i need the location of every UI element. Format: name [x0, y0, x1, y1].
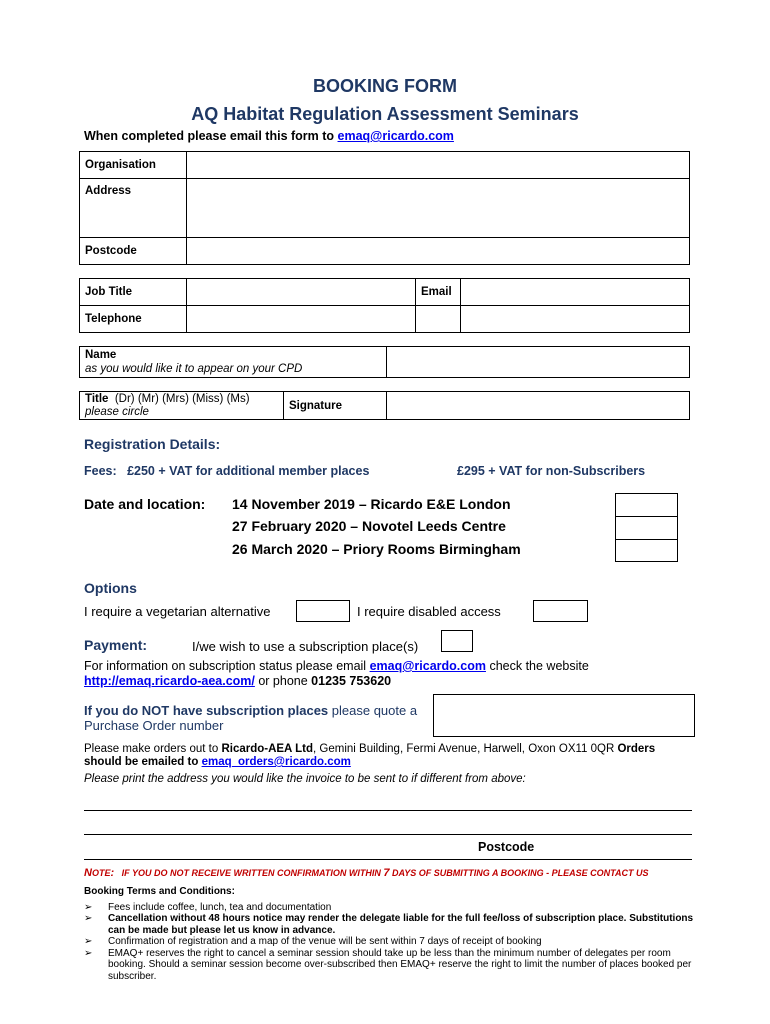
organisation-label: Organisation: [80, 152, 187, 179]
address-label: Address: [80, 179, 187, 238]
postcode-field[interactable]: [187, 238, 690, 265]
job-title-field[interactable]: [187, 279, 416, 306]
instruction-email-link[interactable]: emaq@ricardo.com: [337, 129, 454, 143]
subscription-checkbox[interactable]: [441, 630, 473, 652]
notice-ote: OTE: [91, 868, 111, 878]
title-options[interactable]: (Dr) (Mr) (Mrs) (Miss) (Ms): [114, 392, 250, 405]
date-checkbox-leeds[interactable]: [615, 516, 678, 540]
orders-email-link[interactable]: emaq_orders@ricardo.com: [201, 756, 351, 768]
title-label: Title: [85, 392, 109, 405]
subscription-label: I/we wish to use a subscription place(s): [192, 639, 419, 654]
organisation-table: [79, 151, 690, 265]
purchase-order-field[interactable]: [433, 694, 695, 737]
vegetarian-label: I require a vegetarian alternative: [84, 604, 271, 619]
date-checkbox-london[interactable]: [615, 493, 678, 517]
subscription-info: [84, 659, 589, 689]
fees-label: Fees:: [84, 464, 117, 478]
info-email-link[interactable]: emaq@ricardo.com: [369, 659, 486, 673]
date-option-birmingham: 26 March 2020 – Priory Rooms Birmingham: [232, 541, 521, 557]
bullet-arrow-icon: ➢: [84, 936, 93, 947]
website-link[interactable]: http://emaq.ricardo-aea.com/: [84, 674, 255, 688]
phone-number: 01235 753620: [311, 674, 392, 688]
invoice-note: Please print the address you would like the invoice to be sent to if different from above:: [84, 773, 526, 785]
terms-item-text: EMAQ+ reserves the right to cancel a seminar session should take up be less than the minimum number of delegates per room booking. Should a seminar session become over-subscribed then EMAQ+ reserve the right to limit the number of places booked per subscriber.: [108, 947, 692, 982]
notice-colon: :: [110, 867, 115, 879]
title-hint: please circle: [85, 405, 149, 418]
terms-item-text: Cancellation without 48 hours notice may render the delegate liable for the full fee/loss of subscription place. Substitutions can be made but please let us know in advance.: [108, 913, 694, 936]
fees-member-line: [84, 464, 369, 478]
title-table: [79, 391, 690, 420]
organisation-field[interactable]: [187, 152, 690, 179]
terms-section: [84, 886, 704, 982]
po-line2: Purchase Order number: [84, 718, 224, 733]
invoice-postcode-label: Postcode: [478, 840, 535, 854]
orders-line2: should be emailed to: [84, 756, 202, 768]
phone-prefix: or phone: [254, 674, 312, 688]
name-label: Name: [85, 349, 117, 361]
email-field[interactable]: [461, 279, 690, 306]
orders-address: , Gemini Building, Fermi Avenue, Harwell, Oxon OX11 0QR: [313, 743, 618, 755]
submit-instruction: [84, 129, 454, 143]
contact-table: [79, 278, 690, 333]
notice-text-a: IF YOU DO NOT RECEIVE WRITTEN CONFIRMATION WITHIN: [121, 868, 384, 878]
terms-item: [84, 936, 704, 948]
registration-heading: Registration Details:: [84, 436, 221, 452]
terms-heading: Booking Terms and Conditions:: [84, 886, 235, 897]
orders-bold: Orders: [617, 743, 656, 755]
po-instruction: [84, 703, 417, 733]
telephone-label: Telephone: [80, 306, 187, 333]
date-option-leeds: 27 February 2020 – Novotel Leeds Centre: [232, 518, 506, 534]
email-label: Email: [416, 279, 461, 306]
name-field[interactable]: [387, 347, 690, 378]
title-label-cell: [80, 392, 284, 420]
disabled-access-checkbox[interactable]: [533, 600, 588, 622]
form-subtitle: AQ Habitat Regulation Assessment Seminars: [191, 104, 579, 124]
terms-item: [84, 902, 704, 914]
telephone-spacer: [416, 306, 461, 333]
po-bold: If you do NOT have subscription places: [84, 703, 329, 718]
terms-item: [84, 913, 704, 936]
notice-n: N: [84, 867, 92, 879]
options-heading: Options: [84, 580, 137, 596]
signature-label: Signature: [284, 392, 387, 420]
terms-item: [84, 948, 704, 983]
instruction-text: When completed please email this form to: [84, 129, 338, 143]
terms-item-text: Fees include coffee, lunch, tea and documentation: [108, 901, 332, 913]
address-field[interactable]: [187, 179, 690, 238]
fee-member: £250 + VAT for additional member places: [127, 464, 370, 478]
info-mid: check the website: [485, 659, 589, 673]
orders-prefix: Please make orders out to: [84, 743, 222, 755]
invoice-postcode-line[interactable]: [84, 859, 692, 860]
terms-list: [84, 902, 704, 983]
name-label-cell: [80, 347, 387, 378]
bullet-arrow-icon: ➢: [84, 947, 93, 959]
telephone-extra-field[interactable]: [461, 306, 690, 333]
fee-non-subscriber: £295 + VAT for non-Subscribers: [457, 464, 646, 478]
postcode-label: Postcode: [80, 238, 187, 265]
telephone-field[interactable]: [187, 306, 416, 333]
bullet-arrow-icon: ➢: [84, 901, 93, 913]
notice-7: 7: [383, 867, 390, 879]
name-table: [79, 346, 690, 378]
payment-label: Payment:: [84, 637, 148, 653]
signature-field[interactable]: [387, 392, 690, 420]
confirmation-notice: [84, 867, 648, 879]
vegetarian-checkbox[interactable]: [296, 600, 350, 622]
invoice-address-line-2[interactable]: [84, 834, 692, 835]
job-title-label: Job Title: [80, 279, 187, 306]
date-option-london: 14 November 2019 – Ricardo E&E London: [232, 496, 511, 512]
bullet-arrow-icon: ➢: [84, 913, 93, 924]
date-location-label: Date and location:: [84, 496, 206, 512]
orders-instruction: [84, 743, 694, 769]
name-hint: as you would like it to appear on your CPD: [85, 363, 303, 375]
notice-text-b: DAYS OF SUBMITTING A BOOKING - PLEASE CONTACT US: [389, 868, 649, 878]
info-prefix: For information on subscription status please email: [84, 659, 370, 673]
invoice-address-line-1[interactable]: [84, 810, 692, 811]
form-title: BOOKING FORM: [313, 76, 457, 96]
date-checkbox-birmingham[interactable]: [615, 539, 678, 562]
po-rest: please quote a: [328, 703, 418, 718]
disabled-access-label: I require disabled access: [357, 604, 501, 619]
terms-item-text: Confirmation of registration and a map of the venue will be sent within 7 days of receipt of booking: [108, 936, 542, 947]
orders-company: Ricardo-AEA Ltd: [221, 743, 314, 755]
